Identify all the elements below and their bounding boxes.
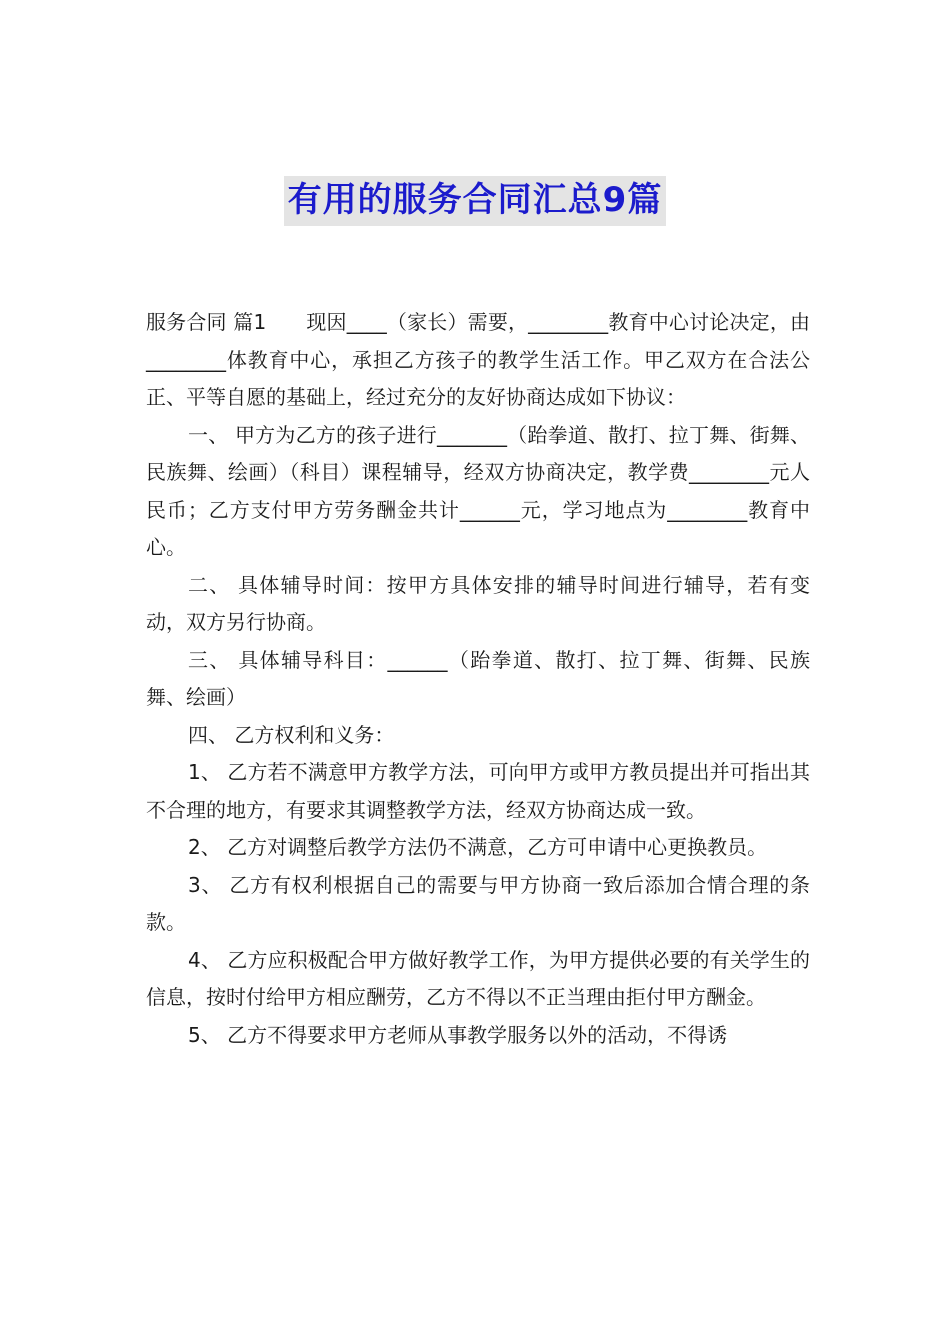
paragraph-clause-2: 二、 具体辅导时间：按甲方具体安排的辅导时间进行辅导，若有变动，双方另行协商。 — [146, 572, 810, 634]
paragraph-item-5: 5、 乙方不得要求甲方老师从事教学服务以外的活动，不得诱 — [188, 1022, 728, 1047]
title-container — [0, 176, 950, 226]
paragraph-item-2: 2、 乙方对调整后教学方法仍不满意，乙方可申请中心更换教员。 — [188, 835, 768, 859]
paragraph-item-4: 4、 乙方应积极配合甲方做好教学工作，为甲方提供必要的有关学生的信息，按时付给甲方相应酬劳，乙方不得以不正当理由拒付甲方酬金。 — [146, 947, 810, 1009]
paragraph-item-3: 3、 乙方有权利根据自己的需要与甲方协商一致后添加合情合理的条款。 — [146, 872, 810, 934]
paragraph-clause-1: 一、 甲方为乙方的孩子进行_______（跆拳道、散打、拉丁舞、街舞、民族舞、绘画）（科目）课程辅导，经双方协商决定，教学费________元人民币；乙方支付甲方劳务酬金共计______元，学习地点为________教育中心。 — [146, 422, 810, 559]
paragraph-item-1: 1、 乙方若不满意甲方教学方法，可向甲方或甲方教员提出并可指出其不合理的地方，有要求其调整教学方法，经双方协商达成一致。 — [146, 760, 810, 822]
section-label: 服务合同 篇1 — [146, 310, 267, 334]
paragraph-text: 现因____（家长）需要，________教育中心讨论决定，由________体教育中心，承担乙方孩子的教学生活工作。甲乙双方在合法公正、平等自愿的基础上，经过充分的友好协商达成如下协议： — [146, 310, 811, 409]
document-title: 有用的服务合同汇总9篇 — [284, 176, 667, 226]
document-body — [146, 304, 810, 1054]
paragraph-clause-3: 三、 具体辅导科目：______（跆拳道、散打、拉丁舞、街舞、民族舞、绘画） — [146, 647, 810, 709]
paragraph-intro — [146, 304, 810, 417]
paragraph-clause-4: 四、 乙方权利和义务： — [188, 722, 395, 747]
